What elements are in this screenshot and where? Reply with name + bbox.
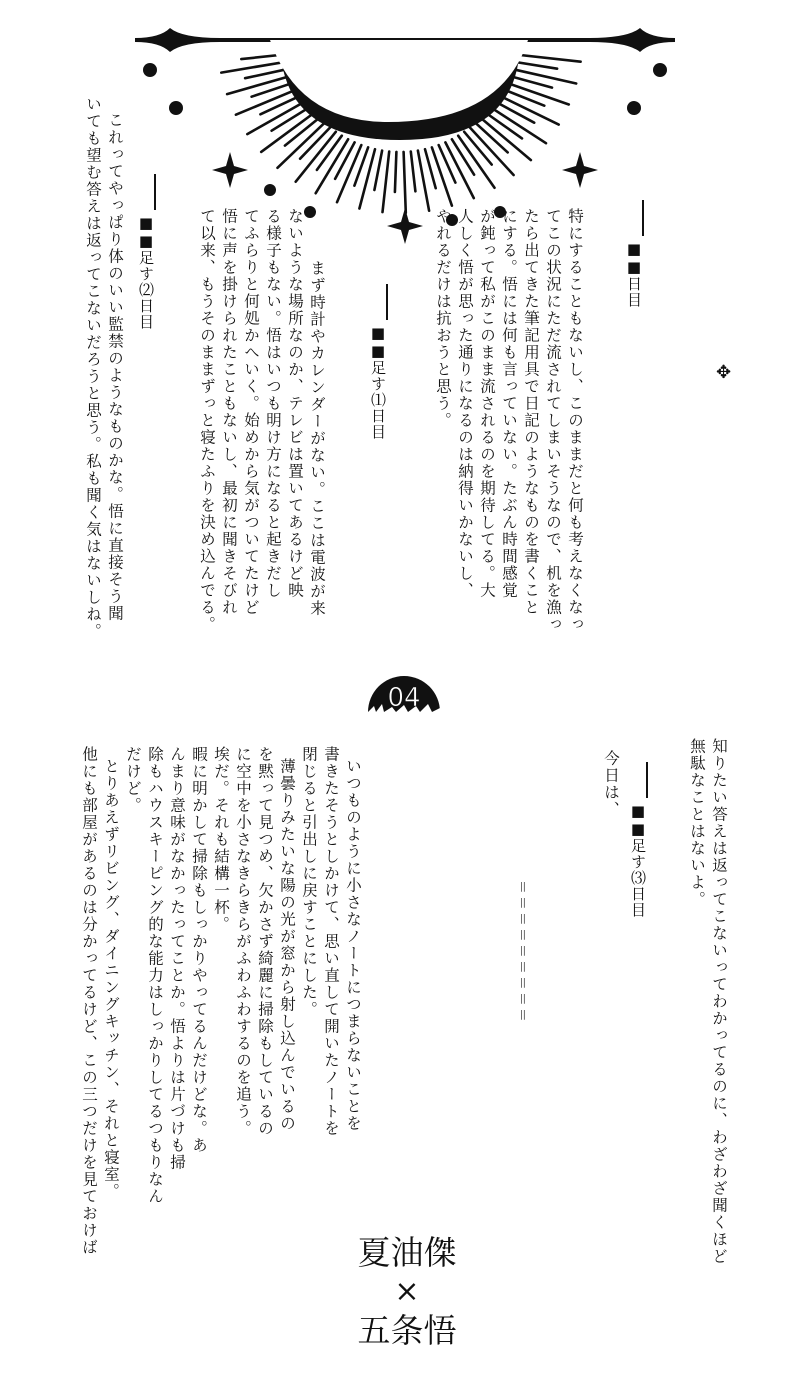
text-line: んまり意味がなかったってことか。悟よりは片づけも掃 bbox=[168, 746, 186, 1171]
sunburst-ray bbox=[508, 68, 576, 83]
sunburst-ray bbox=[374, 151, 382, 190]
title-name-1: 夏油傑 bbox=[357, 1233, 457, 1272]
text-line: これってやっぱり体のいい監禁のようなものかな。悟に直接そう聞 bbox=[106, 112, 124, 622]
text-line: いても望む答えは返ってこないだろうと思う。私も聞く気はないしね。 bbox=[84, 96, 102, 640]
text-line: 無駄なことはないよ。 bbox=[688, 738, 706, 908]
text-line: 他にも部屋があるのは分かってるけど、この三つだけを見ておけば bbox=[80, 746, 98, 1256]
text-line: る様子もない。悟はいつも明け方になると起きだし bbox=[264, 208, 282, 599]
text-line: が鈍って私がこのまま流されるのを期待してる。大 bbox=[478, 208, 496, 599]
entry-day-plus3-mark: ■■ bbox=[629, 802, 647, 838]
sunburst-ray bbox=[261, 113, 314, 152]
title-name-2: 五条悟 bbox=[357, 1311, 457, 1350]
header-dash bbox=[154, 174, 156, 210]
header-dash bbox=[646, 762, 648, 798]
entry-day-plus1-header bbox=[368, 284, 388, 440]
sunburst-ray bbox=[432, 147, 452, 205]
entry-day-n-label: 日目 bbox=[625, 276, 643, 308]
sunburst-ray bbox=[490, 107, 546, 143]
move-cross-arrows-icon[interactable]: ✥ bbox=[716, 362, 732, 383]
text-line: いつものように小さなノートにつまらないことを bbox=[344, 758, 362, 1132]
text-line: に空中を小さなきらきらがふわふわするのを追う。 bbox=[234, 746, 252, 1137]
sunburst-ray bbox=[404, 152, 406, 213]
text-line: を黙って見つめ、欠かさず綺麗に掃除もしているの bbox=[256, 746, 274, 1137]
entry-day-plus1-body bbox=[196, 208, 328, 678]
text-line: だけど。 bbox=[124, 746, 142, 814]
text-line: まず時計やカレンダーがない。ここは電波が来 bbox=[308, 260, 326, 617]
entry-day-plus2-label: 足す⑵日目 bbox=[137, 250, 155, 330]
page-title bbox=[352, 1232, 462, 1352]
text-line: 暇に明かして掃除もしっかりやってるんだけどな。あ bbox=[190, 746, 208, 1154]
header-dash bbox=[642, 200, 644, 236]
text-line: 特にすることもないし、このままだと何も考えなくなっ bbox=[566, 208, 584, 633]
text-line: 人しく悟が思った通りになるのは納得いかないし、 bbox=[456, 208, 474, 599]
sunburst-ray bbox=[227, 75, 294, 94]
entry-day-plus3-body bbox=[686, 738, 730, 1338]
entry-day-plus2-body bbox=[82, 96, 126, 666]
text-line: 知りたい答えは返ってこないってわかってるのに、わざわざ聞くほど bbox=[710, 738, 728, 1265]
section-separator: ＝＝＝＝＝＝＝＝＝ bbox=[514, 880, 530, 1024]
text-line: てふらりと何処かへいく。始めから気がついてたけど bbox=[242, 208, 260, 616]
header-dash bbox=[386, 284, 388, 320]
text-line: とりあえずリビング、ダイニングキッチン、それと寝室。 bbox=[102, 758, 120, 1200]
entry-day-plus3-label: 足す⑶日目 bbox=[629, 838, 647, 918]
sunburst-ray bbox=[335, 142, 355, 179]
title-cross: × bbox=[394, 1274, 420, 1309]
sunburst-ray bbox=[481, 118, 531, 160]
entry-day-plus2-mark: ■■ bbox=[137, 214, 155, 250]
entry-day-plus2-header bbox=[136, 174, 156, 330]
text-line: 書きたそうとしかけて、思い直して開いたノートを bbox=[322, 746, 340, 1137]
text-line: てこの状況にただ流されてしまいそうなので、机を漁っ bbox=[544, 208, 562, 633]
entry-day-n-mark: ■■ bbox=[625, 240, 643, 276]
narrative-body bbox=[78, 746, 364, 1326]
sunburst-ray bbox=[411, 152, 416, 192]
text-line: たら出てきた筆記用具で日記のようなものを書くこと bbox=[522, 208, 540, 616]
chapter-badge bbox=[366, 660, 442, 720]
entry-day-n-header bbox=[624, 200, 644, 308]
text-line: 除もハウスキーピング的な能力はしっかりしてるつもりなん bbox=[146, 746, 164, 1205]
sunburst-ray bbox=[359, 149, 375, 208]
text-line: て以来、もうそのままずっと寝たふりを決め込んでる。 bbox=[198, 208, 216, 633]
chapter-badge-icon bbox=[366, 660, 442, 720]
sunburst-ray bbox=[395, 152, 397, 192]
text-line: 埃だ。それも結構一杯。 bbox=[212, 746, 230, 933]
entry-day-plus1-label: 足す⑴日目 bbox=[369, 360, 387, 440]
entry-day-plus1-mark: ■■ bbox=[369, 324, 387, 360]
entry-day-plus3-today bbox=[600, 750, 622, 818]
text-line: にする。悟には何も言っていない。たぶん時間感覚 bbox=[500, 208, 518, 599]
text-line: 悟に声を掛けられたこともないし、最初に聞きそびれ bbox=[220, 208, 238, 616]
text-line: ないような場所なのか、テレビは置いてあるけど映 bbox=[286, 208, 304, 599]
text-line: 閉じると引出しに戻すことにした。 bbox=[300, 746, 318, 1018]
chapter-badge-number: 04 bbox=[387, 683, 421, 713]
sunburst-ray bbox=[383, 152, 390, 213]
text-line: やれるだけは抗おうと思う。 bbox=[434, 208, 452, 429]
entry-day-plus3-header bbox=[628, 762, 648, 918]
text-line: 薄曇りみたいな陽の光が窓から射し込んでいるの bbox=[278, 758, 296, 1132]
text-line: 今日は、 bbox=[602, 750, 620, 818]
entry-day-n-body bbox=[432, 208, 586, 678]
